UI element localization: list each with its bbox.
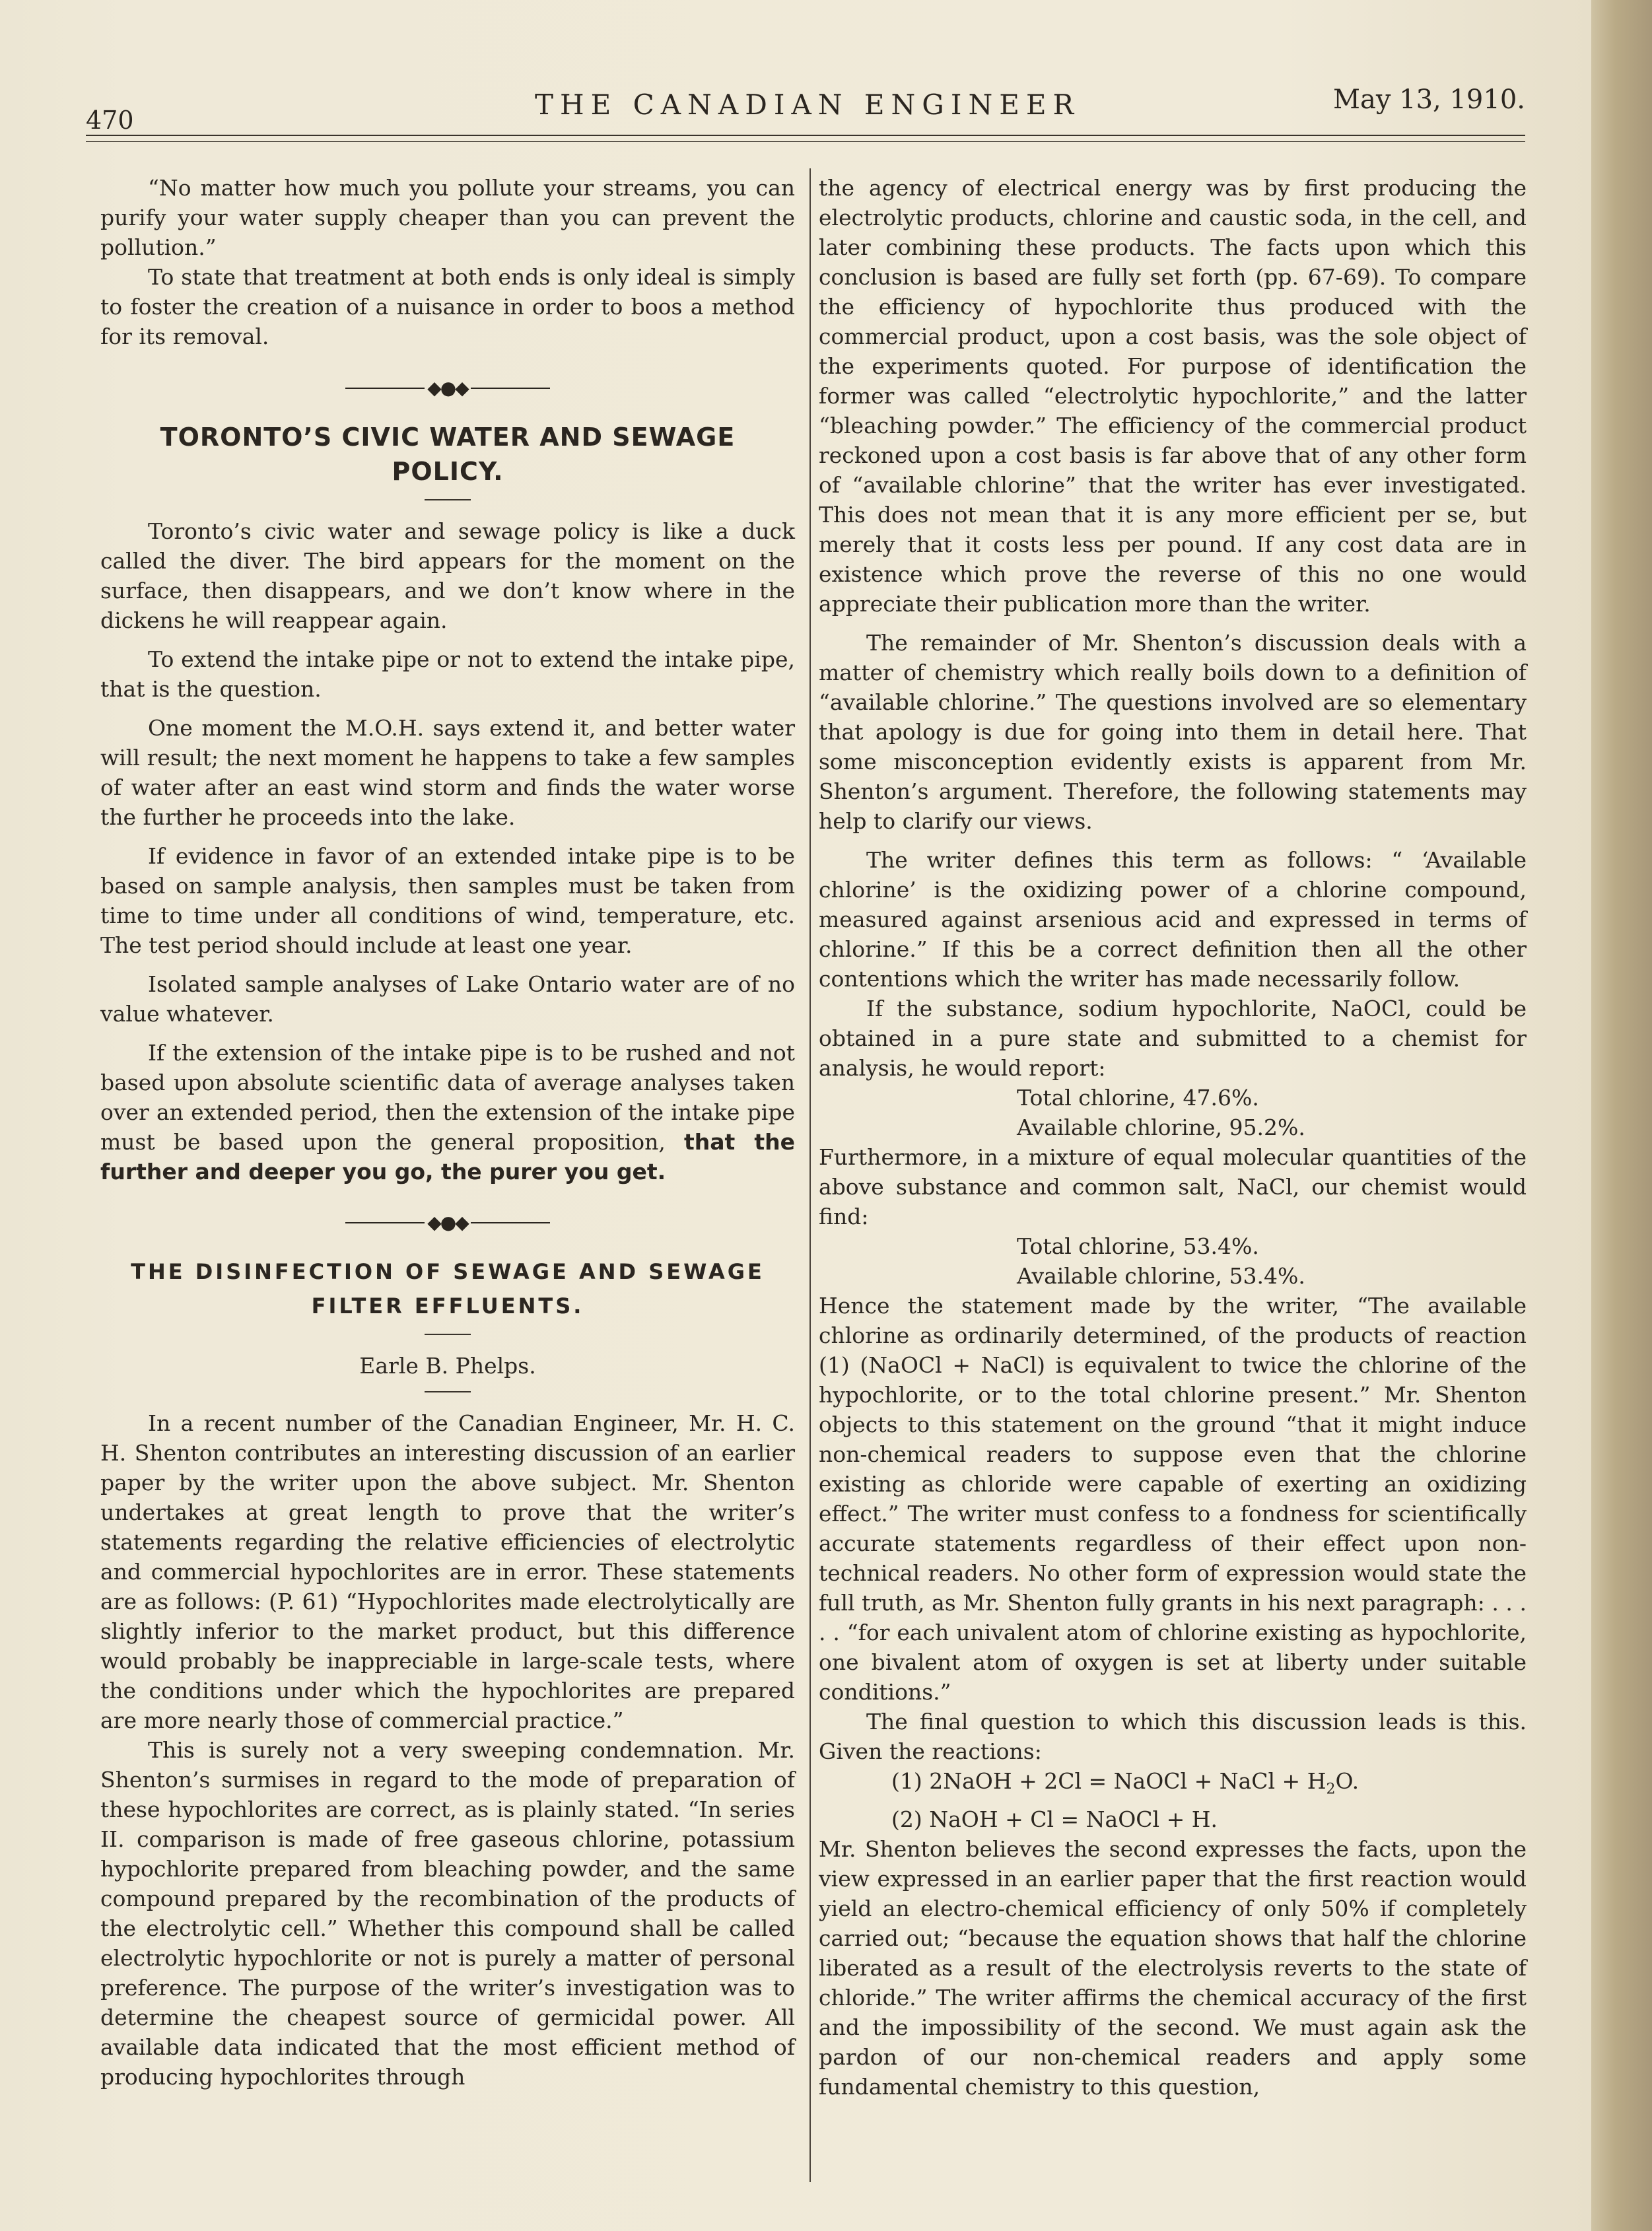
equation-subscript: 2 [1326,1781,1336,1798]
body-paragraph: the agency of electrical energy was by first producing the electrolytic products, chlorine and caustic soda, in the cell, and later combining these products. The facts upon which this conclusion is based are fully set forth (pp. 67-69). To compare the efficiency of hypochlorite thus produced with the commercial product, upon a cost basis, was the sole object of the experiments quoted. For purpose of identification the former was called “electrolytic hypochlorite,” and the latter “bleaching powder.” The efficiency of the commercial product reckoned upon a cost basis is far above that of any other form of “available chlorine” that the writer has ever investigated. This does not mean that it is any more efficient per se, but merely that it costs less per pound. If any cost data are in existence which prove the reverse of this no one would appreciate their publication more than the writer. [819,175,1527,617]
page-number: 470 [86,106,134,135]
body-paragraph: In a recent number of the Canadian Engineer, Mr. H. C. H. Shenton contributes an interesting discussion of an earlier paper by the writer upon the above subject. Mr. Shenton undertakes at great length to prove that the writer’s statements regarding the relative efficiencies of electrolytic and commercial hypochlorites are in error. These statements are as follows: (P. 61) “Hypochlorites made electrolytically are slightly inferior to the market product, but this difference would probably be inappreciable in large-scale tests, where the conditions under which the hypochlorites are prepared are more nearly those of commercial practice.” [100,1410,795,1733]
article-heading: TORONTO’S CIVIC WATER AND SEWAGE POLICY. [160,422,736,486]
body-paragraph: One moment the M.O.H. says extend it, and better water will result; the next moment he happens to take a few samples of water after an east wind storm and finds the water worse the further he proceeds into the lake. [100,714,795,830]
page-edge [1591,0,1652,2231]
author-byline: Earle B. Phelps. [359,1353,536,1379]
body-paragraph: Isolated sample analyses of Lake Ontario water are of no value whatever. [100,971,795,1027]
body-paragraph: To state that treatment at both ends is only ideal is simply to foster the creation of a nuisance in order to boos a method for its removal. [100,264,795,349]
article-heading-line2: FILTER EFFLUENTS. [311,1293,584,1319]
section-ornament: ◆●◆ [100,378,795,397]
equation-text: (1) 2NaOH + 2Cl = NaOCl + NaCl + H [891,1768,1326,1794]
body-paragraph: Mr. Shenton believes the second expresses the facts, upon the view expressed in an earlier paper that the first reaction would yield an electro-chemical efficiency of only 50% if completely carried out; “because the equation shows that half the chlorine liberated as a result of the electrolysis reverts to the state of chloride.” The writer affirms the chemical accuracy of the first and the impossibility of the second. We must again ask the pardon of our non-chemical readers and apply some fundamental chemistry to this question, [819,1836,1527,2100]
heading-rule [425,499,471,500]
body-paragraph: The remainder of Mr. Shenton’s discussion deals with a matter of chemistry which really boils down to a definition of “available chlorine.” The questions involved are so elementary that apology is due for going into them in detail here. That some misconception evidently exists is apparent from Mr. Shenton’s argument. Therefore, the following statements may help to clarify our views. [819,630,1527,834]
section-ornament: ◆●◆ [100,1213,795,1233]
running-header [86,79,1525,135]
body-paragraph: The writer defines this term as follows: “ ‘Available chlorine’ is the oxidizing power of a chlorine compound, measured against arsenious acid and expressed in terms of chlorine.” If this be a correct definition then all the other contentions which the writer has made necessarily follow. [819,847,1527,992]
body-paragraph: The final question to which this discussion leads is this. Given the reactions: [819,1709,1527,1764]
body-paragraph: Furthermore, in a mixture of equal molecular quantities of the above substance and common salt, NaCl, our chemist would find: [819,1144,1527,1229]
analysis-value: Total chlorine, 53.4%. [1017,1233,1259,1259]
body-paragraph: To extend the intake pipe or not to extend the intake pipe, that is the question. [100,646,795,702]
analysis-value: Total chlorine, 47.6%. [1017,1085,1259,1111]
equation-text: O. [1335,1768,1359,1794]
column-divider [809,168,811,2182]
right-column [819,173,1527,2102]
header-rule-thin [86,141,1525,142]
byline-rule [425,1391,471,1392]
body-paragraph: If the substance, sodium hypochlorite, NaOCl, could be obtained in a pure state and submitted to a chemist for analysis, he would report: [819,996,1527,1081]
analysis-value: Available chlorine, 53.4%. [1017,1263,1305,1289]
article-heading: THE DISINFECTION OF SEWAGE AND SEWAGE [131,1259,765,1284]
analysis-value: Available chlorine, 95.2%. [1017,1115,1305,1140]
header-rule [86,135,1525,136]
issue-date: May 13, 1910. [1333,85,1525,115]
left-column [100,173,795,2092]
quote-paragraph: “No matter how much you pollute your streams, you can purify your water supply cheaper than you can prevent the pollution.” [100,175,795,260]
journal-title: THE CANADIAN ENGINEER [535,88,1081,121]
body-paragraph: If evidence in favor of an extended intake pipe is to be based on sample analysis, then samples must be taken from time to time under all conditions of wind, temperature, etc. The test period should include at least one year. [100,842,795,958]
body-paragraph: This is surely not a very sweeping condemnation. Mr. Shenton’s surmises in regard to the mode of preparation of these hypochlorites are correct, as is plainly stated. “In series II. comparison is made of free gaseous chlorine, potassium hypochlorite prepared from bleaching powder, and the same compound prepared by the recombination of the products of the electrolytic cell.” Whether this compound shall be called electrolytic hypochlorite or not is purely a matter of personal preference. The purpose of the writer’s investigation was to determine the cheapest source of germicidal power. All available data indicated that the most efficient method of producing hypochlorites through [100,1737,795,2090]
emphasis-text: that the further and deeper you go, the purer you get. [100,1128,796,1184]
chemical-equation: (2) NaOH + Cl = NaOCl + H. [891,1806,1218,1832]
body-text: If the extension of the intake pipe is to be rushed and not based upon absolute scientific data of average analyses taken over an extended period, then the extension of the intake pipe must be based upon the general proposition, [100,1039,795,1155]
body-paragraph: Hence the statement made by the writer, “The available chlorine as ordinarily determined, of the products of reaction (1) (NaOCl + NaCl) is equivalent to twice the chlorine of the hypochlorite, or to the total chlorine present.” Mr. Shenton objects to this statement on the ground “that it might induce non-chemical readers to suppose even that the chlorine existing as chloride were capable of exerting an oxidizing effect.” The writer must confess to a fondness for scientifically accurate statements regardless of their effect upon non-technical readers. No other form of expression would state the full truth, as Mr. Shenton fully grants in his next paragraph: . . . . . “for each univalent atom of chlorine existing as hypochlorite, one bivalent atom of oxygen is set at liberty under suitable conditions.” [819,1293,1527,1705]
chemical-equation [819,1766,1527,1804]
body-paragraph [100,1038,795,1186]
body-paragraph: Toronto’s civic water and sewage policy is like a duck called the diver. The bird appears for the moment on the surface, then disappears, and we don’t know where in the dickens he will reappear again. [100,518,795,633]
heading-rule [425,1334,471,1335]
